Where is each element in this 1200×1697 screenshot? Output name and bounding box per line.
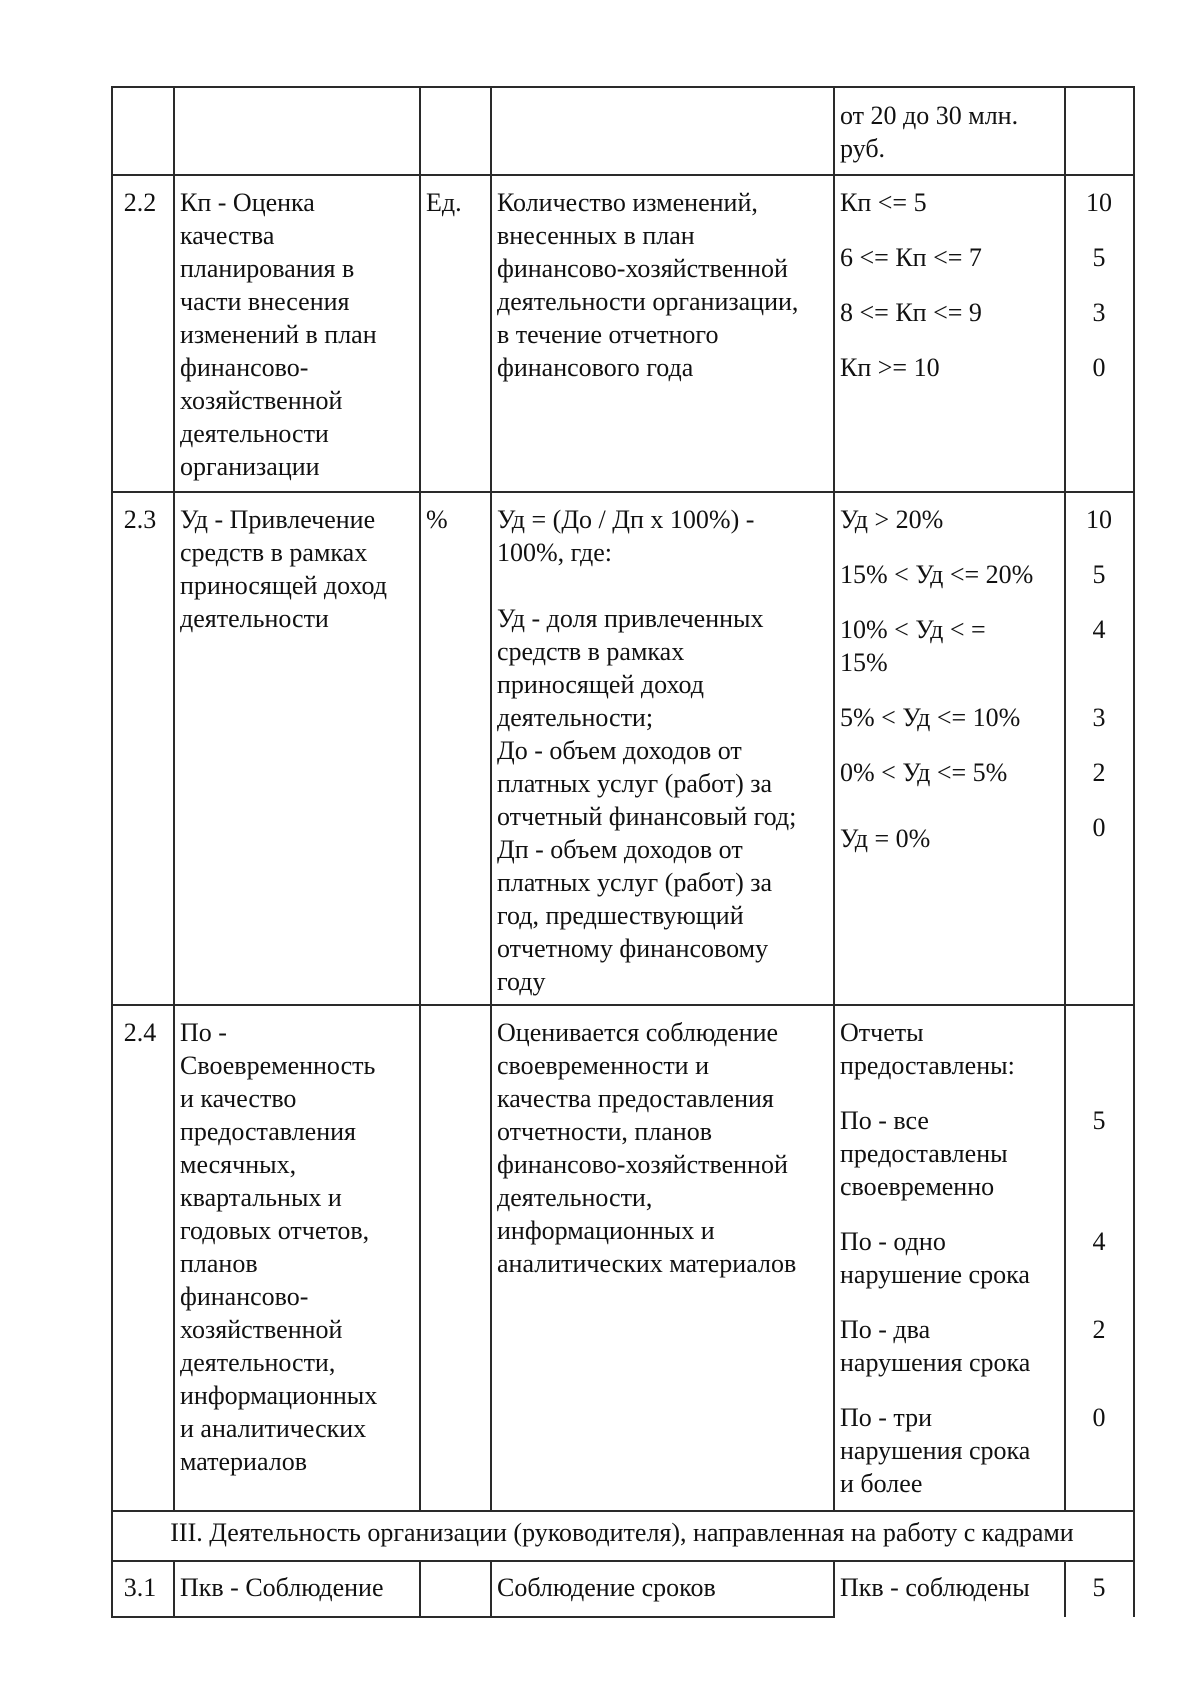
formula-text: 100%, где: xyxy=(497,538,613,567)
criteria-text: По - три xyxy=(840,1403,933,1432)
method-text: платных услуг (работ) за xyxy=(497,868,773,897)
method-text: отчетному финансовому xyxy=(497,934,769,963)
indicator-name: деятельности, xyxy=(180,1348,336,1377)
criteria-text: По - все xyxy=(840,1106,929,1135)
table-row-divider xyxy=(111,1560,1135,1562)
table-row-divider xyxy=(111,1004,1135,1006)
points-value: 0 xyxy=(1092,353,1106,382)
method-text: финансового года xyxy=(497,353,694,382)
indicator-name: Кп - Оценка xyxy=(180,188,315,217)
indicator-name: хозяйственной xyxy=(180,386,343,415)
criteria-text: 5% < Уд <= 10% xyxy=(840,703,1021,732)
method-text: отчетности, планов xyxy=(497,1117,712,1146)
row-number: 2.4 xyxy=(123,1018,157,1047)
table-col-border xyxy=(111,86,113,1617)
indicator-name: предоставления xyxy=(180,1117,356,1146)
indicator-name: финансово- xyxy=(180,1282,309,1311)
formula-text: Уд = (До / Дп х 100%) - xyxy=(497,505,755,534)
criteria-text: нарушение срока xyxy=(840,1260,1030,1289)
criteria-text: Кп <= 5 xyxy=(840,188,927,217)
table-col-border xyxy=(173,86,175,1511)
indicator-name: изменений в план xyxy=(180,320,377,349)
indicator-name: и аналитических xyxy=(180,1414,367,1443)
points-value: 3 xyxy=(1092,298,1106,327)
indicator-name: качества xyxy=(180,221,275,250)
indicator-name: годовых отчетов, xyxy=(180,1216,370,1245)
criteria-text: руб. xyxy=(840,134,886,163)
unit: Ед. xyxy=(426,188,462,217)
table-col-border xyxy=(1064,86,1066,1511)
criteria-text: нарушения срока xyxy=(840,1436,1031,1465)
row-number: 2.2 xyxy=(123,188,157,217)
criteria-text: и более xyxy=(840,1469,923,1498)
criteria-header: предоставлены: xyxy=(840,1051,1015,1080)
indicator-name: информационных xyxy=(180,1381,378,1410)
criteria-text: Уд > 20% xyxy=(840,505,944,534)
method-text: приносящей доход xyxy=(497,670,704,699)
criteria-text: 15% xyxy=(840,648,888,677)
row-number: 2.3 xyxy=(123,505,157,534)
criteria-text: от 20 до 30 млн. xyxy=(840,101,1019,130)
table-border-bottom-partial xyxy=(111,1616,835,1618)
points-value: 3 xyxy=(1092,703,1106,732)
indicator-name: деятельности xyxy=(180,604,329,633)
criteria-text: нарушения срока xyxy=(840,1348,1031,1377)
table-col-border xyxy=(490,1560,492,1617)
criteria-text: 8 <= Кп <= 9 xyxy=(840,298,982,327)
points-value: 5 xyxy=(1092,560,1106,589)
indicator-name: Своевременность xyxy=(180,1051,376,1080)
points-value: 4 xyxy=(1092,1227,1106,1256)
method-text: в течение отчетного xyxy=(497,320,719,349)
indicator-name: квартальных и xyxy=(180,1183,342,1212)
indicator-name: средств в рамках xyxy=(180,538,368,567)
points-value: 5 xyxy=(1092,243,1106,272)
indicator-name: приносящей доход xyxy=(180,571,387,600)
points-value: 0 xyxy=(1092,1403,1106,1432)
method-text: году xyxy=(497,967,546,996)
section-heading: III. Деятельность организации (руководителя), направленная на работу с кадрами xyxy=(170,1518,1074,1547)
indicator-name: деятельности xyxy=(180,419,329,448)
method-text: Соблюдение сроков xyxy=(497,1573,716,1602)
method-text: год, предшествующий xyxy=(497,901,744,930)
indicator-name: Пкв - Соблюдение xyxy=(180,1573,384,1602)
table-row-divider xyxy=(111,491,1135,493)
indicator-name: месячных, xyxy=(180,1150,297,1179)
points-value: 0 xyxy=(1092,813,1106,842)
points-value: 2 xyxy=(1092,758,1106,787)
method-text: деятельности, xyxy=(497,1183,653,1212)
method-text: До - объем доходов от xyxy=(497,736,742,765)
method-text: аналитических материалов xyxy=(497,1249,797,1278)
points-value: 5 xyxy=(1092,1106,1106,1135)
table-col-border xyxy=(419,1560,421,1617)
method-text: отчетный финансовый год; xyxy=(497,802,797,831)
criteria-text: Уд = 0% xyxy=(840,824,931,853)
indicator-name: планирования в xyxy=(180,254,355,283)
points-value: 4 xyxy=(1092,615,1106,644)
criteria-text: 6 <= Кп <= 7 xyxy=(840,243,982,272)
table-col-border xyxy=(833,86,835,1511)
criteria-text: По - два xyxy=(840,1315,931,1344)
criteria-text: 10% < Уд < = xyxy=(840,615,986,644)
criteria-text: 0% < Уд <= 5% xyxy=(840,758,1008,787)
indicator-name: финансово- xyxy=(180,353,309,382)
method-text: деятельности организации, xyxy=(497,287,799,316)
method-text: качества предоставления xyxy=(497,1084,774,1113)
method-text: платных услуг (работ) за xyxy=(497,769,773,798)
criteria-header: Отчеты xyxy=(840,1018,924,1047)
points-value: 10 xyxy=(1086,188,1112,217)
unit: % xyxy=(426,505,448,534)
table-border-top-partial xyxy=(111,86,1135,88)
criteria-text: своевременно xyxy=(840,1172,995,1201)
method-text: Дп - объем доходов от xyxy=(497,835,743,864)
indicator-name: хозяйственной xyxy=(180,1315,343,1344)
indicator-name: Уд - Привлечение xyxy=(180,505,376,534)
criteria-text: предоставлены xyxy=(840,1139,1008,1168)
indicator-name: организации xyxy=(180,452,320,481)
indicator-name: и качество xyxy=(180,1084,297,1113)
criteria-text: По - одно xyxy=(840,1227,946,1256)
points-value: 2 xyxy=(1092,1315,1106,1344)
row-number: 3.1 xyxy=(123,1573,157,1602)
table-col-border xyxy=(1133,86,1135,1617)
method-text: Количество изменений, xyxy=(497,188,758,217)
points-value: 10 xyxy=(1086,505,1112,534)
points-value: 5 xyxy=(1092,1573,1106,1602)
method-text: информационных и xyxy=(497,1216,715,1245)
method-text: финансово-хозяйственной xyxy=(497,254,788,283)
criteria-text: Кп >= 10 xyxy=(840,353,940,382)
table-col-border xyxy=(490,86,492,1511)
method-text: деятельности; xyxy=(497,703,654,732)
indicator-name: По - xyxy=(180,1018,227,1047)
criteria-text: 15% < Уд <= 20% xyxy=(840,560,1034,589)
method-text: финансово-хозяйственной xyxy=(497,1150,788,1179)
indicator-name: части внесения xyxy=(180,287,350,316)
method-text: своевременности и xyxy=(497,1051,710,1080)
table-col-border xyxy=(1064,1560,1066,1617)
table-col-border xyxy=(173,1560,175,1617)
criteria-text: Пкв - соблюдены xyxy=(840,1573,1030,1602)
table-col-border xyxy=(419,86,421,1511)
method-text: средств в рамках xyxy=(497,637,685,666)
method-text: Оценивается соблюдение xyxy=(497,1018,779,1047)
indicator-name: материалов xyxy=(180,1447,307,1476)
indicator-name: планов xyxy=(180,1249,258,1278)
method-text: Уд - доля привлеченных xyxy=(497,604,764,633)
table-col-border xyxy=(833,1560,835,1617)
table-row-divider xyxy=(111,174,1135,176)
method-text: внесенных в план xyxy=(497,221,695,250)
